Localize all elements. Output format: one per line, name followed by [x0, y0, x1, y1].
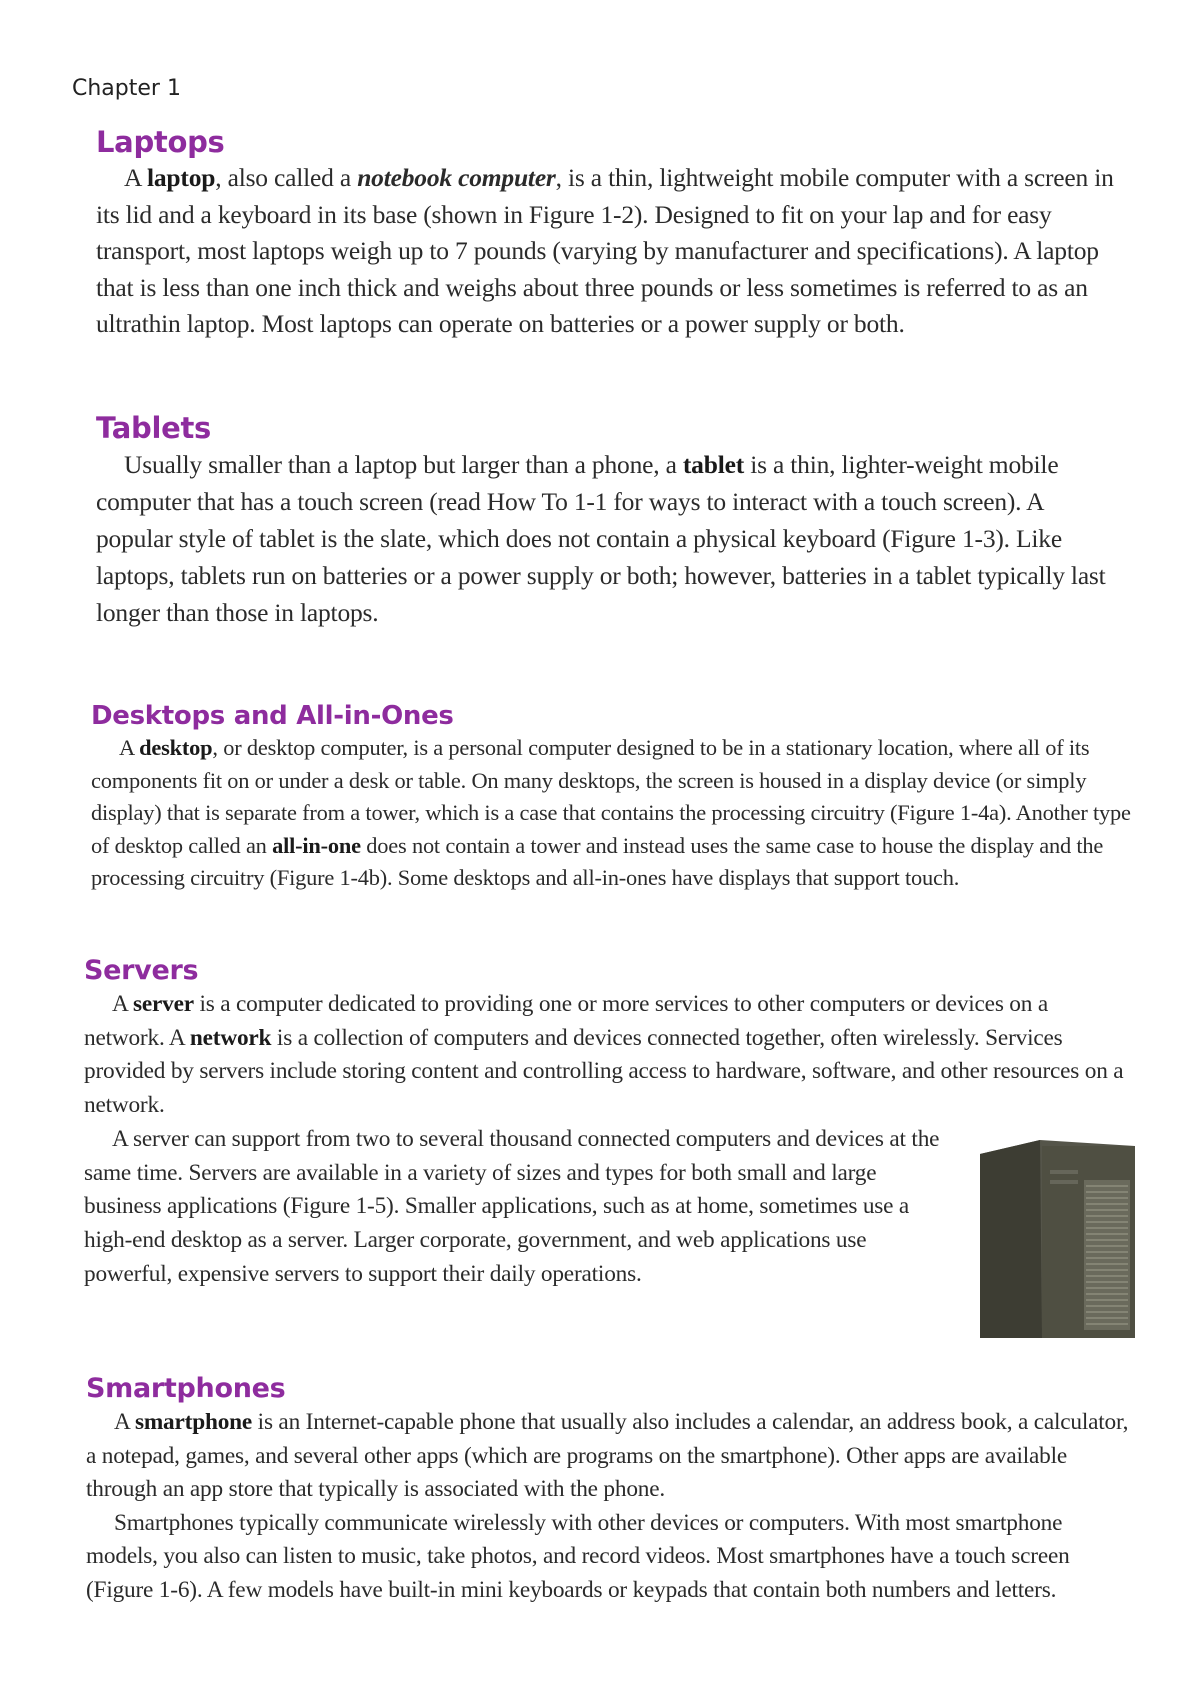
servers-paragraph-2: A server can support from two to several thousand connected computers and devices at the same time. Servers are available in a variety of sizes and types for both small and large business applications (Figure 1-5). Smaller applications, such as at home, sometimes use a high-end desktop as a server. Larger corporate, government, and web applications use powerful, expensive servers to support their daily operations. — [84, 1125, 940, 1287]
text-run: , or desktop computer, is a personal computer designed to be in a stationary location, where all of its components fit on or under a desk or table. On many desktops, the screen is housed in a display device (or simply display) that is separate from a tower, which is a case that contains the processing circuitry (Figure 1-4a). Another type of desktop called an — [91, 735, 1131, 858]
text-run: , also called a — [215, 163, 358, 192]
term-tablet: tablet — [682, 450, 745, 479]
chapter-label: Chapter 1 — [72, 76, 181, 101]
laptops-paragraph — [96, 160, 1121, 343]
text-run: Usually smaller than a laptop but larger than a phone, a — [124, 450, 683, 479]
term-server: server — [132, 991, 194, 1017]
text-run: A — [112, 991, 133, 1017]
smartphones-paragraph-1 — [86, 1406, 1132, 1507]
text-run: is a computer dedicated to providing one or more services to other computers or devices on a network. A — [84, 991, 1048, 1051]
text-run: A — [124, 163, 147, 192]
section-heading-tablets: Tablets — [96, 411, 212, 445]
term-notebook-computer: notebook computer — [357, 163, 556, 192]
section-heading-smartphones: Smartphones — [86, 1373, 286, 1404]
section-servers — [84, 954, 1132, 1291]
server-tower-image — [980, 1140, 1135, 1338]
desktops-paragraph — [91, 732, 1131, 895]
text-run: , is a thin, lightweight mobile computer with a screen in its lid and a keyboard in its base (shown in Figure 1-2). Designed to fit on your lap and for easy transport, most laptops weigh up to 7 pounds (varying by manufacturer and specifications). A laptop that is less than one inch thick and weighs about three pounds or less sometimes is referred to as an ultrathin laptop. Most laptops can operate on batteries or a power supply or both. — [96, 163, 1114, 338]
term-all-in-one: all-in-one — [272, 832, 361, 858]
server-tower-graphic — [980, 1140, 1135, 1338]
server-vent-grille — [1084, 1180, 1130, 1330]
server-drive-bay — [1050, 1170, 1078, 1174]
server-side-panel — [980, 1140, 1042, 1338]
section-smartphones — [86, 1372, 1132, 1608]
smartphones-paragraph-2: Smartphones typically communicate wirelessly with other devices or computers. With most smartphone models, you also can listen to music, take photos, and record videos. Most smartphones have a touch screen (Figure 1-6). A few models have built-in mini keyboards or keypads that contain both numbers and letters. — [86, 1509, 1070, 1603]
tablets-paragraph — [96, 446, 1121, 631]
section-heading-desktops: Desktops and All-in-Ones — [91, 701, 454, 731]
section-laptops — [96, 124, 1121, 343]
term-laptop: laptop — [146, 163, 216, 192]
section-desktops — [91, 700, 1131, 895]
text-run: is an Internet-capable phone that usually also includes a calendar, an address book, a calculator, a notepad, games, and several other apps (which are programs on the smartphone). Other apps are available through an app store that typically is associated with the phone. — [86, 1409, 1129, 1503]
section-heading-laptops: Laptops — [96, 125, 225, 159]
term-desktop: desktop — [139, 735, 213, 760]
text-run: is a thin, lighter-weight mobile computer that has a touch screen (read How To 1-1 for ways to interact with a touch screen). A popular style of tablet is the slate, which does not contain a physical keyboard (Figure 1-3). Like laptops, tablets run on batteries or a power supply or both; however, batteries in a tablet typically last longer than those in laptops. — [96, 450, 1106, 627]
servers-paragraph-1 — [84, 988, 1132, 1123]
server-drive-bay — [1050, 1180, 1078, 1184]
text-run: A — [114, 1409, 135, 1435]
term-smartphone: smartphone — [134, 1409, 253, 1435]
section-heading-servers: Servers — [84, 955, 199, 986]
text-run: A — [119, 735, 140, 760]
section-tablets — [96, 410, 1121, 631]
term-network: network — [189, 1024, 272, 1051]
text-run: does not contain a tower and instead uses the same case to house the display and the processing circuitry (Figure 1-4b). Some desktops and all-in-ones have displays that support touch. — [91, 832, 1104, 891]
text-run: is a collection of computers and devices connected together, often wirelessly. Services provided by servers include storing content and controlling access to hardware, software, and other resources on a network. — [84, 1024, 1124, 1119]
